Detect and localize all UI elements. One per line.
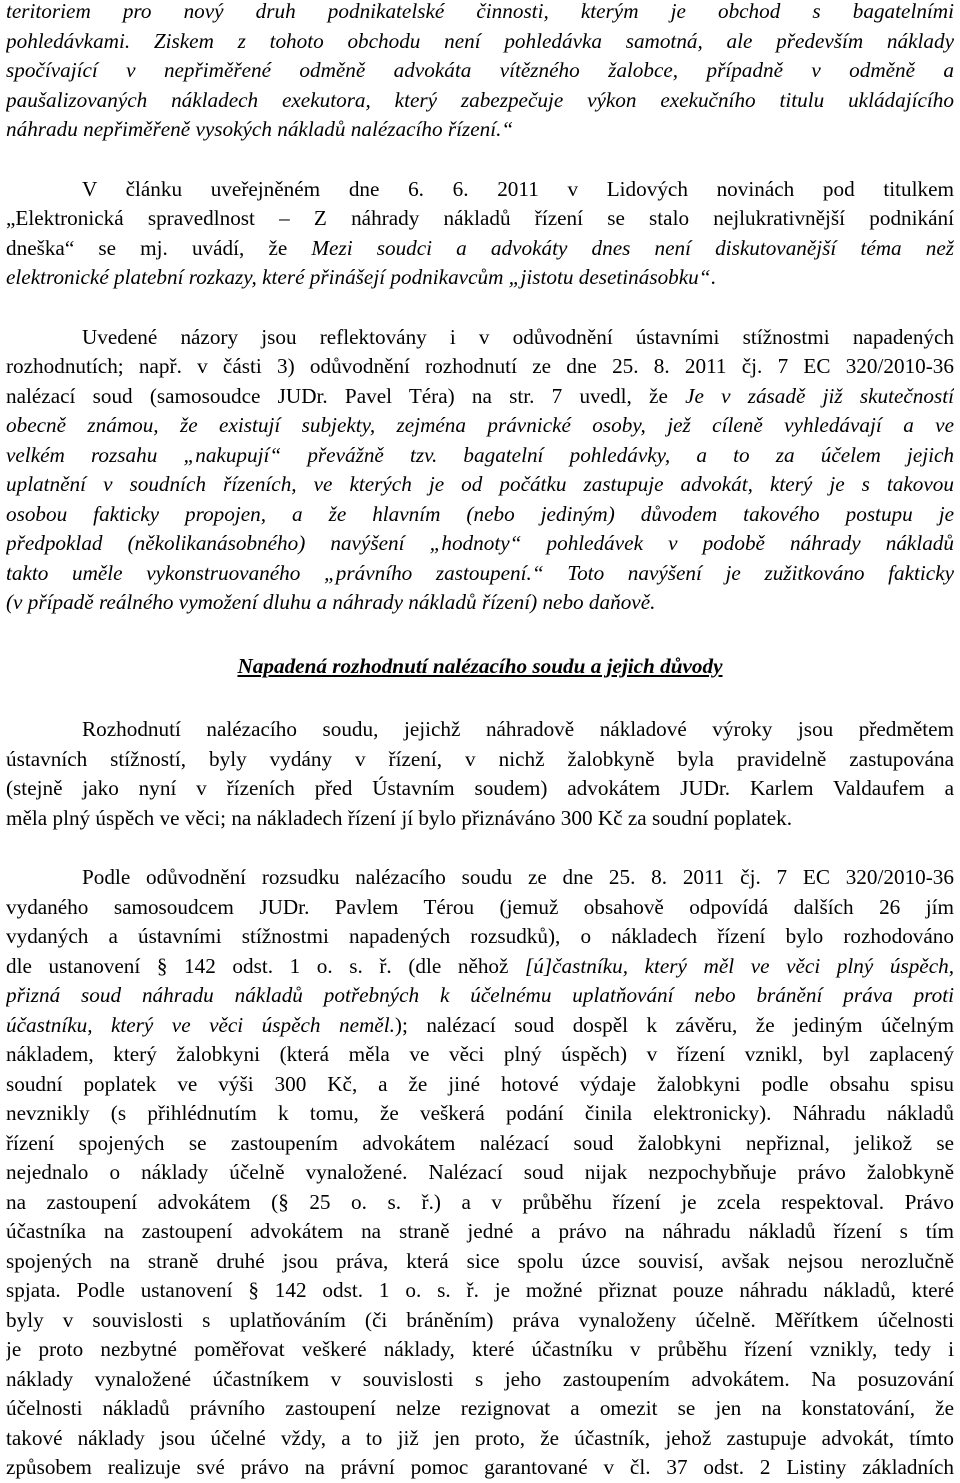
text-line: náhradu nepřiměřeně vysokých nákladů nalézacího řízení.“ (6, 117, 514, 141)
text-line: „Elektronická spravedlnost – Z náhrady nákladů řízení se stalo nejlukrativnější podnikání (6, 206, 954, 230)
text-line: přizná soud náhradu nákladů potřebných k účelnému uplatňování nebo bránění práva proti (6, 983, 954, 1007)
paragraph-reflected-opinions (6, 323, 954, 618)
text-plain: nalézací soud (samosoudce JUDr. Pavel Téra) na str. 7 uvedl, že (6, 383, 686, 408)
text-line: na zastoupení advokátem (§ 25 o. s. ř.) a v průběhu řízení je zcela respektoval. Právo (6, 1189, 954, 1214)
text-line: (v případě reálného vymožení dluhu a náhrady nákladů řízení) nebo daňově. (6, 590, 656, 614)
text-line (6, 952, 954, 982)
text-line: spočívající v nepřiměřené odměně advokáta vítězného žalobce, případně v odměně a (6, 58, 954, 82)
text-line: takové náklady jsou účelné vždy, a to již jen proto, že účastník, jehož zastupuje advokát, tímto (6, 1425, 954, 1450)
text-line: řízení spojených se zastoupením advokátem nalézací soud žalobkyni nepřiznal, jelikož se (6, 1130, 954, 1155)
paragraph-contested-decisions (6, 715, 954, 833)
text-plain: . (710, 265, 716, 289)
text-line: byly v souvislosti s uplatňováním (či bráněním) práva vynaloženy účelně. Měřítkem účelnosti (6, 1307, 954, 1332)
text-line: Rozhodnutí nalézacího soudu, jejichž náhradově nákladové výroky jsou předmětem (82, 717, 954, 741)
text-line: ústavních stížností, byly vydány v řízení, v nichž žalobkyně byla pravidelně zastupována (6, 746, 954, 771)
text-plain: dneška“ se mj. uvádí, že (6, 235, 312, 260)
text-line: měla plný úspěch ve věci; na nákladech řízení jí bylo přiznáváno 300 Kč za soudní poplatek. (6, 805, 793, 830)
text-italic: elektronické platební rozkazy, které přinášejí podnikavcům „jistotu desetinásobku“ (6, 265, 711, 289)
text-line: Uvedené názory jsou reflektovány i v odůvodnění ústavními stížnostmi napadených (82, 324, 954, 349)
text-line: V článku uveřejněném dne 6. 6. 2011 v Lidových novinách pod titulkem (82, 176, 954, 201)
text-line: takto uměle vykonstruovaného „právního zastoupení.“ Toto navýšení je zužitkováno fakticky (6, 560, 954, 585)
text-line: teritoriem pro nový druh podnikatelské činnosti, kterým je obchod s bagatelními (6, 0, 954, 23)
text-line (6, 1011, 954, 1041)
text-line: účastníka na zastoupení advokátem na straně jedné a právo na náhradu nákladů řízení s tím (6, 1219, 954, 1243)
text-line: je proto nezbytné poměřovat veškeré náklady, které účastníku v průběhu řízení vznikly, tedy i (6, 1337, 954, 1361)
text-line: pohledávkami. Ziskem z tohoto obchodu není pohledávka samotná, ale především náklady (6, 28, 954, 53)
text-line: spojených na straně druhé jsou práva, která sice spolu úzce souvisí, avšak nejsou nerozlučně (6, 1248, 954, 1273)
paragraph-newspaper-article (6, 175, 954, 293)
text-line (6, 263, 954, 293)
text-italic: Je v zásadě již skutečností (685, 383, 954, 408)
text-line: účelnosti nákladů právního zastoupení nelze rezignovat a omezit se jen na konstatování, že (6, 1396, 954, 1420)
text-line: soudní poplatek ve výši 300 Kč, a že jiné hotové výdaje žalobkyni podle obsahu spisu (6, 1071, 954, 1096)
text-line: vydaného samosoudcem JUDr. Pavlem Térou (jemuž obsahově odpovídá dalších 26 jím (6, 894, 954, 919)
text-line (6, 382, 954, 412)
section-heading: Napadená rozhodnutí nalézacího soudu a jejich důvody (237, 653, 723, 678)
text-line: nejednalo o náklady účelně vynaložené. Nalézací soud nijak nezpochybňuje právo žalobkyně (6, 1160, 954, 1184)
document-page (6, 0, 954, 1483)
text-line: vydaných a ústavními stížnostmi napadených rozsudků), o nákladech řízení bylo rozhodováno (6, 924, 954, 948)
text-italic: Mezi soudci a advokáty dnes není diskutovanější téma než (311, 235, 954, 260)
text-plain: dle ustanovení § 142 odst. 1 o. s. ř. (dle něhož (6, 953, 526, 978)
text-line: předpoklad (několikanásobného) navýšení „hodnoty“ pohledávek v podobě náhrady nákladů (6, 531, 954, 555)
text-line: paušalizovaných nákladech exekutora, který zabezpečuje výkon exekučního titulu ukládajícího (6, 87, 954, 112)
paragraph-court-reasoning (6, 863, 954, 1483)
text-plain: ); nalézací soud dospěl k závěru, že jediným účelným (394, 1012, 954, 1037)
paragraph-quote-continuation (6, 0, 954, 145)
text-italic: účastníku, který ve věci úspěch neměl. (6, 1012, 395, 1037)
text-line: spjata. Podle ustanovení § 142 odst. 1 o. s. ř. je možné přiznat pouze náhradu nákladů, které (6, 1278, 954, 1302)
text-line: uplatnění v soudních řízeních, ve kterých je od počátku zastupuje advokát, který je s takovou (6, 472, 954, 496)
text-line: velkém rozsahu „nakupují“ převážně tzv. bagatelní pohledávky, a to za účelem jejich (6, 442, 954, 467)
text-line: nevznikly (s přihlédnutím k tomu, že veškerá podání činila elektronicky). Náhradu nákladů (6, 1101, 954, 1125)
text-line: nákladem, který žalobkyni (která měla ve věci plný úspěch) v řízení vznikl, byl zaplacený (6, 1042, 954, 1066)
text-line: osobou fakticky propojen, a že hlavním (nebo jediným) důvodem takového postupu je (6, 501, 954, 526)
text-line (6, 234, 954, 264)
text-line: způsobem realizuje své právo na právní pomoc garantované v čl. 37 odst. 2 Listiny základních (6, 1455, 954, 1479)
text-line: Podle odůvodnění rozsudku nalézacího soudu ze dne 25. 8. 2011 čj. 7 EC 320/2010-36 (82, 865, 954, 889)
text-line: náklady vynaložené účastníkem v souvislosti s jeho zastoupením advokátem. Na posuzování (6, 1366, 954, 1391)
text-line: (stejně jako nyní v řízeních před Ústavním soudem) advokátem JUDr. Karlem Valdaufem a (6, 776, 954, 800)
text-italic: [ú]častníku, který měl ve věci plný úspěch, (525, 953, 954, 978)
text-line: obecně známou, že existují subjekty, zejména právnické osoby, jež cíleně vyhledávají a ve (6, 413, 954, 437)
text-line: rozhodnutích; např. v části 3) odůvodnění rozhodnutí ze dne 25. 8. 2011 čj. 7 EC 320/2010-36 (6, 354, 954, 378)
